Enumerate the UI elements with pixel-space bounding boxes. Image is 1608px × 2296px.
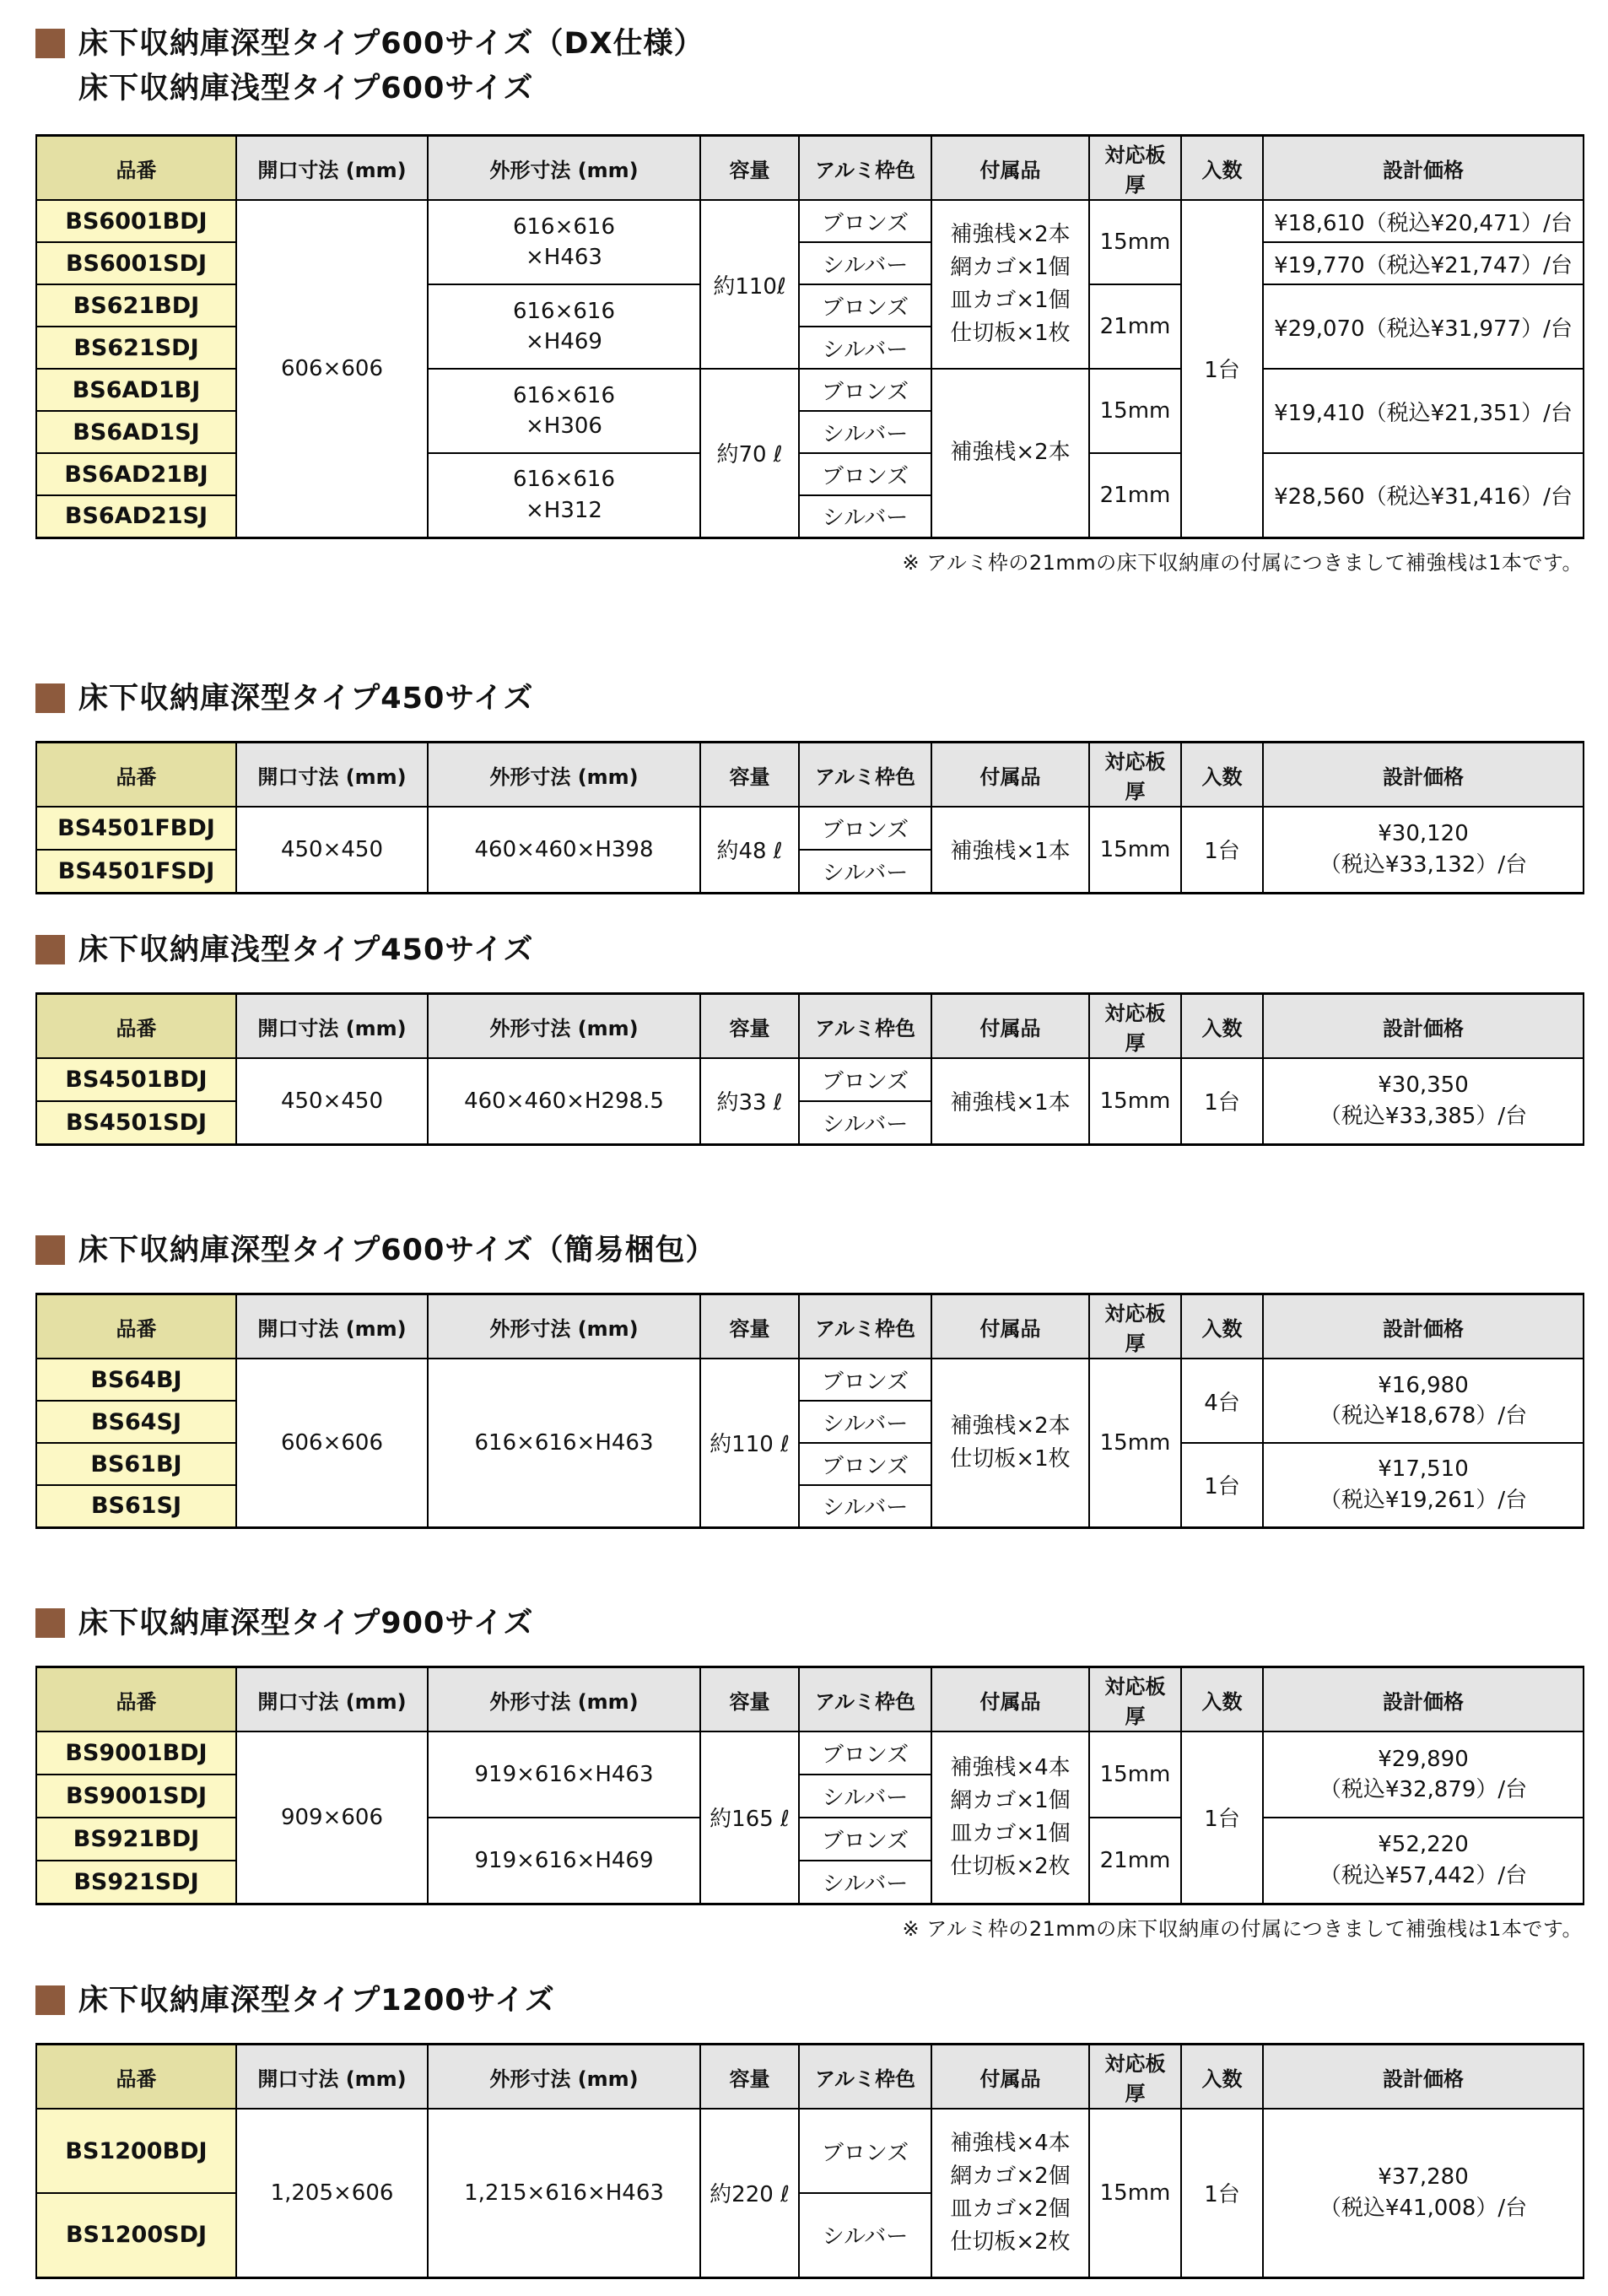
cell-outer-size: 460×460×H298.5 <box>428 1058 700 1144</box>
section-title-900 <box>35 1602 1586 1646</box>
cell-outer-size: 616×616 ×H463 <box>428 200 700 284</box>
title-square-icon <box>35 29 65 58</box>
cell-board-thickness: 15mm <box>1089 2109 1181 2277</box>
title-square-icon <box>35 935 65 964</box>
cell-capacity: 約165 ℓ <box>700 1731 799 1904</box>
col-header-opening-size: 開口寸法 (mm) <box>236 2045 428 2110</box>
cell-frame-color: ブロンズ <box>799 1359 931 1401</box>
cell-outer-size: 919×616×H469 <box>428 1818 700 1904</box>
spec-table-450-shallow <box>35 992 1584 1146</box>
col-header-part-number: 品番 <box>36 1294 236 1359</box>
cell-frame-color: ブロンズ <box>799 1443 931 1485</box>
col-header-outer-size: 外形寸法 (mm) <box>428 136 700 201</box>
col-header-price: 設計価格 <box>1263 136 1584 201</box>
cell-outer-size: 616×616×H463 <box>428 1359 700 1527</box>
header-row <box>36 1667 1584 1732</box>
cell-accessories: 補強桟×2本 網カゴ×1個 皿カゴ×1個 仕切板×1枚 <box>931 200 1089 369</box>
cell-outer-size: 616×616 ×H469 <box>428 284 700 369</box>
cell-opening-size: 450×450 <box>236 807 428 893</box>
col-header-part-number: 品番 <box>36 743 236 808</box>
col-header-outer-size: 外形寸法 (mm) <box>428 1667 700 1732</box>
section-title-line2: 床下収納庫浅型タイプ600サイズ <box>78 71 534 105</box>
cell-frame-color: シルバー <box>799 1485 931 1527</box>
cell-quantity: 1台 <box>1181 1443 1263 1527</box>
cell-quantity: 1台 <box>1181 807 1263 893</box>
spec-table-450-deep <box>35 741 1584 894</box>
cell-quantity: 1台 <box>1181 200 1263 538</box>
cell-price: ¥17,510 （税込¥19,261）/台 <box>1263 1443 1584 1527</box>
col-header-capacity: 容量 <box>700 1667 799 1732</box>
cell-price: ¥30,350 （税込¥33,385）/台 <box>1263 1058 1584 1144</box>
cell-part-number: BS9001BDJ <box>36 1731 236 1775</box>
cell-capacity: 約220 ℓ <box>700 2109 799 2277</box>
col-header-accessories: 付属品 <box>931 743 1089 808</box>
col-header-capacity: 容量 <box>700 994 799 1059</box>
cell-frame-color: シルバー <box>799 2193 931 2277</box>
section-title-text: 床下収納庫深型タイプ450サイズ <box>78 681 534 716</box>
col-header-accessories: 付属品 <box>931 136 1089 201</box>
col-header-quantity: 入数 <box>1181 994 1263 1059</box>
col-header-quantity: 入数 <box>1181 136 1263 201</box>
col-header-accessories: 付属品 <box>931 994 1089 1059</box>
col-header-frame-color: アルミ枠色 <box>799 1667 931 1732</box>
col-header-accessories: 付属品 <box>931 1294 1089 1359</box>
cell-board-thickness: 15mm <box>1089 807 1181 893</box>
cell-part-number: BS64BJ <box>36 1359 236 1401</box>
col-header-board-thickness: 対応板厚 <box>1089 136 1181 201</box>
header-row <box>36 136 1584 201</box>
cell-price: ¥19,410（税込¥21,351）/台 <box>1263 369 1584 453</box>
cell-accessories: 補強桟×4本 網カゴ×2個 皿カゴ×2個 仕切板×2枚 <box>931 2109 1089 2277</box>
col-header-quantity: 入数 <box>1181 1667 1263 1732</box>
cell-capacity: 約110ℓ <box>700 200 799 369</box>
note-text: ※ アルミ枠の21mmの床下収納庫の付属につきまして補強桟は1本です。 <box>902 1916 1583 1941</box>
col-header-accessories: 付属品 <box>931 2045 1089 2110</box>
cell-opening-size: 450×450 <box>236 1058 428 1144</box>
cell-capacity: 約33 ℓ <box>700 1058 799 1144</box>
col-header-opening-size: 開口寸法 (mm) <box>236 136 428 201</box>
cell-frame-color: シルバー <box>799 327 931 369</box>
col-header-accessories: 付属品 <box>931 1667 1089 1732</box>
spec-table-600-eco <box>35 1293 1584 1529</box>
col-header-part-number: 品番 <box>36 994 236 1059</box>
cell-frame-color: ブロンズ <box>799 807 931 850</box>
cell-accessories: 補強桟×2本 仕切板×1枚 <box>931 1359 1089 1527</box>
cell-frame-color: シルバー <box>799 1401 931 1443</box>
cell-price: ¥18,610（税込¥20,471）/台 <box>1263 200 1584 242</box>
section-title-text: 床下収納庫深型タイプ900サイズ <box>78 1606 534 1640</box>
col-header-board-thickness: 対応板厚 <box>1089 743 1181 808</box>
cell-price: ¥52,220 （税込¥57,442）/台 <box>1263 1818 1584 1904</box>
section-title-450-deep <box>35 677 1586 721</box>
section-title-600-eco <box>35 1229 1586 1273</box>
cell-outer-size: 616×616 ×H306 <box>428 369 700 453</box>
cell-outer-size: 1,215×616×H463 <box>428 2109 700 2277</box>
col-header-quantity: 入数 <box>1181 743 1263 808</box>
col-header-capacity: 容量 <box>700 136 799 201</box>
table-row <box>36 1058 1584 1101</box>
cell-frame-color: シルバー <box>799 1861 931 1904</box>
cell-frame-color: ブロンズ <box>799 200 931 242</box>
cell-quantity: 1台 <box>1181 1731 1263 1904</box>
section-title-1200 <box>35 1979 1586 2023</box>
col-header-outer-size: 外形寸法 (mm) <box>428 1294 700 1359</box>
cell-part-number: BS6001SDJ <box>36 242 236 284</box>
section-title-text: 床下収納庫深型タイプ1200サイズ <box>78 1983 555 2018</box>
col-header-board-thickness: 対応板厚 <box>1089 1667 1181 1732</box>
cell-quantity: 4台 <box>1181 1359 1263 1443</box>
cell-frame-color: シルバー <box>799 242 931 284</box>
col-header-board-thickness: 対応板厚 <box>1089 994 1181 1059</box>
section-title-600dx <box>35 22 1586 111</box>
cell-part-number: BS6001BDJ <box>36 200 236 242</box>
cell-outer-size: 919×616×H463 <box>428 1731 700 1818</box>
header-row <box>36 743 1584 808</box>
header-row <box>36 994 1584 1059</box>
col-header-board-thickness: 対応板厚 <box>1089 1294 1181 1359</box>
col-header-frame-color: アルミ枠色 <box>799 743 931 808</box>
spec-table-600dx <box>35 134 1584 539</box>
spec-table-900 <box>35 1666 1584 1905</box>
cell-frame-color: シルバー <box>799 1775 931 1818</box>
cell-part-number: BS4501BDJ <box>36 1058 236 1101</box>
section-title-text <box>78 22 704 111</box>
cell-price: ¥16,980 （税込¥18,678）/台 <box>1263 1359 1584 1443</box>
cell-part-number: BS621SDJ <box>36 327 236 369</box>
cell-frame-color: ブロンズ <box>799 1731 931 1775</box>
section-title-text: 床下収納庫浅型タイプ450サイズ <box>78 932 534 967</box>
col-header-part-number: 品番 <box>36 2045 236 2110</box>
col-header-part-number: 品番 <box>36 136 236 201</box>
table-row <box>36 807 1584 850</box>
table-row <box>36 1731 1584 1775</box>
cell-accessories: 補強桟×2本 <box>931 369 1089 538</box>
cell-price: ¥28,560（税込¥31,416）/台 <box>1263 453 1584 538</box>
cell-part-number: BS9001SDJ <box>36 1775 236 1818</box>
cell-frame-color: ブロンズ <box>799 2109 931 2193</box>
col-header-capacity: 容量 <box>700 743 799 808</box>
col-header-price: 設計価格 <box>1263 1294 1584 1359</box>
cell-board-thickness: 15mm <box>1089 200 1181 284</box>
cell-frame-color: シルバー <box>799 495 931 538</box>
cell-part-number: BS1200BDJ <box>36 2109 236 2193</box>
cell-board-thickness: 15mm <box>1089 1359 1181 1527</box>
cell-part-number: BS6AD1SJ <box>36 411 236 453</box>
col-header-price: 設計価格 <box>1263 2045 1584 2110</box>
cell-frame-color: ブロンズ <box>799 369 931 411</box>
col-header-opening-size: 開口寸法 (mm) <box>236 994 428 1059</box>
col-header-price: 設計価格 <box>1263 1667 1584 1732</box>
title-square-icon <box>35 1235 65 1265</box>
col-header-frame-color: アルミ枠色 <box>799 994 931 1059</box>
col-header-outer-size: 外形寸法 (mm) <box>428 994 700 1059</box>
cell-part-number: BS61SJ <box>36 1485 236 1527</box>
col-header-capacity: 容量 <box>700 1294 799 1359</box>
header-row <box>36 1294 1584 1359</box>
col-header-quantity: 入数 <box>1181 2045 1263 2110</box>
col-header-frame-color: アルミ枠色 <box>799 1294 931 1359</box>
section-title-450-shallow <box>35 928 1586 973</box>
col-header-price: 設計価格 <box>1263 994 1584 1059</box>
cell-accessories: 補強桟×1本 <box>931 807 1089 893</box>
col-header-capacity: 容量 <box>700 2045 799 2110</box>
cell-part-number: BS1200SDJ <box>36 2193 236 2277</box>
cell-quantity: 1台 <box>1181 1058 1263 1144</box>
cell-accessories: 補強桟×4本 網カゴ×1個 皿カゴ×1個 仕切板×2枚 <box>931 1731 1089 1904</box>
cell-price: ¥19,770（税込¥21,747）/台 <box>1263 242 1584 284</box>
cell-price: ¥29,890 （税込¥32,879）/台 <box>1263 1731 1584 1818</box>
cell-part-number: BS621BDJ <box>36 284 236 327</box>
col-header-frame-color: アルミ枠色 <box>799 136 931 201</box>
cell-outer-size: 460×460×H398 <box>428 807 700 893</box>
cell-frame-color: ブロンズ <box>799 284 931 327</box>
col-header-opening-size: 開口寸法 (mm) <box>236 1294 428 1359</box>
cell-part-number: BS921SDJ <box>36 1861 236 1904</box>
cell-price: ¥30,120 （税込¥33,132）/台 <box>1263 807 1584 893</box>
table-row <box>36 2109 1584 2193</box>
section-title-line1: 床下収納庫深型タイプ600サイズ（DX仕様） <box>78 27 704 61</box>
cell-capacity: 約70 ℓ <box>700 369 799 538</box>
cell-board-thickness: 21mm <box>1089 284 1181 369</box>
cell-outer-size: 616×616 ×H312 <box>428 453 700 538</box>
cell-part-number: BS6AD21BJ <box>36 453 236 495</box>
cell-board-thickness: 21mm <box>1089 1818 1181 1904</box>
cell-quantity: 1台 <box>1181 2109 1263 2277</box>
cell-frame-color: ブロンズ <box>799 1818 931 1861</box>
title-square-icon <box>35 1608 65 1638</box>
cell-opening-size: 1,205×606 <box>236 2109 428 2277</box>
cell-capacity: 約110 ℓ <box>700 1359 799 1527</box>
note-text: ※ アルミ枠の21mmの床下収納庫の付属につきまして補強桟は1本です。 <box>902 550 1583 575</box>
cell-board-thickness: 15mm <box>1089 1731 1181 1818</box>
col-header-quantity: 入数 <box>1181 1294 1263 1359</box>
cell-part-number: BS64SJ <box>36 1401 236 1443</box>
col-header-part-number: 品番 <box>36 1667 236 1732</box>
col-header-board-thickness: 対応板厚 <box>1089 2045 1181 2110</box>
col-header-outer-size: 外形寸法 (mm) <box>428 2045 700 2110</box>
section-title-text: 床下収納庫深型タイプ600サイズ（簡易梱包） <box>78 1233 716 1267</box>
cell-frame-color: ブロンズ <box>799 1058 931 1101</box>
cell-board-thickness: 15mm <box>1089 1058 1181 1144</box>
cell-frame-color: シルバー <box>799 411 931 453</box>
col-header-price: 設計価格 <box>1263 743 1584 808</box>
table-row <box>36 200 1584 242</box>
col-header-opening-size: 開口寸法 (mm) <box>236 1667 428 1732</box>
cell-part-number: BS6AD1BJ <box>36 369 236 411</box>
cell-frame-color: ブロンズ <box>799 453 931 495</box>
cell-part-number: BS4501SDJ <box>36 1101 236 1144</box>
spec-table-1200 <box>35 2043 1584 2279</box>
cell-opening-size: 606×606 <box>236 200 428 538</box>
cell-part-number: BS921BDJ <box>36 1818 236 1861</box>
cell-price: ¥37,280 （税込¥41,008）/台 <box>1263 2109 1584 2277</box>
cell-part-number: BS4501FSDJ <box>36 850 236 893</box>
title-square-icon <box>35 683 65 713</box>
cell-board-thickness: 21mm <box>1089 453 1181 538</box>
col-header-outer-size: 外形寸法 (mm) <box>428 743 700 808</box>
cell-part-number: BS6AD21SJ <box>36 495 236 538</box>
cell-capacity: 約48 ℓ <box>700 807 799 893</box>
cell-price: ¥29,070（税込¥31,977）/台 <box>1263 284 1584 369</box>
cell-frame-color: シルバー <box>799 850 931 893</box>
title-square-icon <box>35 1985 65 2015</box>
cell-frame-color: シルバー <box>799 1101 931 1144</box>
cell-accessories: 補強桟×1本 <box>931 1058 1089 1144</box>
col-header-opening-size: 開口寸法 (mm) <box>236 743 428 808</box>
table-row <box>36 1359 1584 1401</box>
header-row <box>36 2045 1584 2110</box>
cell-part-number: BS4501FBDJ <box>36 807 236 850</box>
col-header-frame-color: アルミ枠色 <box>799 2045 931 2110</box>
cell-part-number: BS61BJ <box>36 1443 236 1485</box>
cell-board-thickness: 15mm <box>1089 369 1181 453</box>
cell-opening-size: 606×606 <box>236 1359 428 1527</box>
cell-opening-size: 909×606 <box>236 1731 428 1904</box>
